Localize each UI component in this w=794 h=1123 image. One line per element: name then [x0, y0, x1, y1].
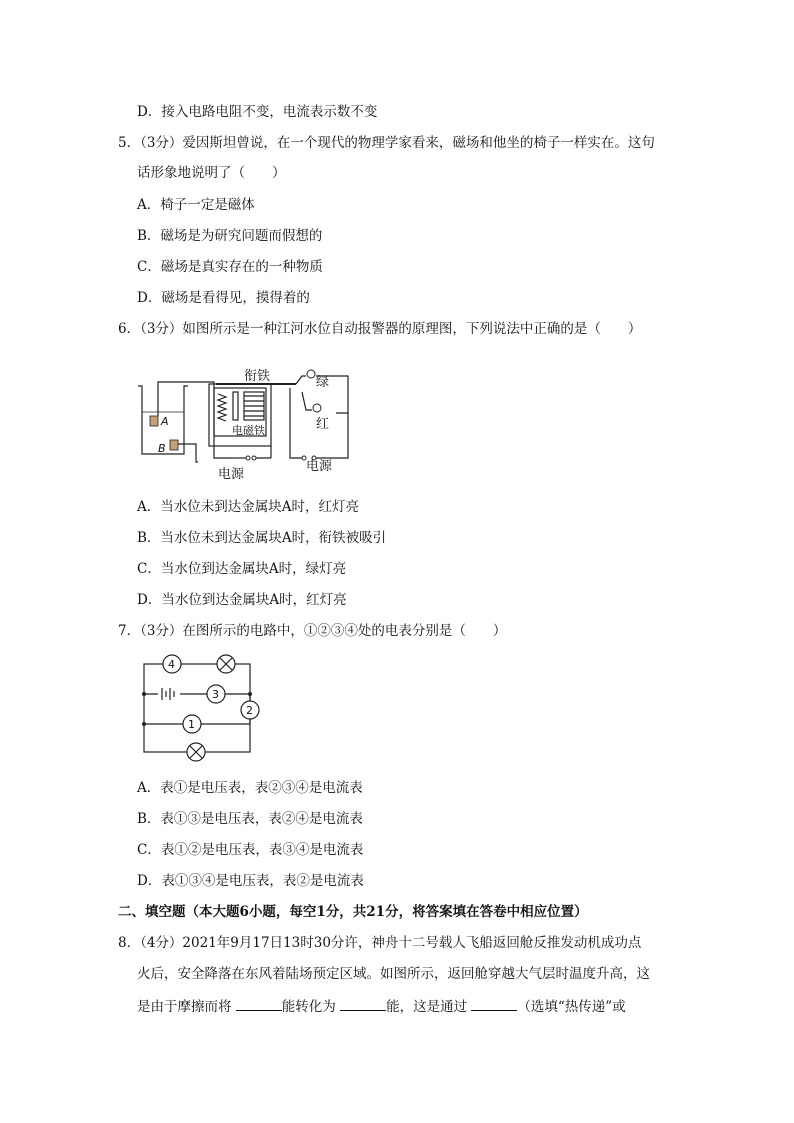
q8-blank-2[interactable] [340, 996, 386, 1011]
q7-option-d: D．表①③④是电压表，表②是电流表 [137, 873, 364, 889]
q8-line3 [137, 996, 626, 1016]
battery-icon [158, 687, 180, 701]
label-armature: 衔铁 [244, 369, 271, 384]
q8-blank-3[interactable] [471, 996, 517, 1011]
label-green: 绿 [316, 375, 330, 390]
lamp-bottom-icon [187, 743, 205, 761]
q5-option-b: B．磁场是为研究问题而假想的 [137, 228, 323, 244]
q8-line3-part-c: 能，这是通过 [386, 999, 472, 1015]
q6-option-a: A．当水位未到达金属块A时，红灯亮 [137, 499, 359, 515]
label-electromagnet: 电磁铁 [232, 424, 265, 437]
label-power-right: 电源 [306, 459, 333, 474]
q5-stem-line2: 话形象地说明了（ ） [137, 165, 286, 181]
meter-3-label: 3 [212, 688, 219, 701]
meter-1-label: 1 [188, 718, 195, 731]
label-a: A [161, 415, 169, 428]
q8-line2: 火后，安全降落在东风着陆场预定区域。如图所示，返回舱穿越大气层时温度升高，这 [137, 966, 650, 982]
q5-stem-line1: 5．（3分）爱因斯坦曾说，在一个现代的物理学家看来，磁场和他坐的椅子一样实在。这句 [118, 135, 655, 151]
q7-option-c: C．表①②是电压表，表③④是电流表 [137, 842, 364, 858]
meter-4-label: 4 [168, 658, 175, 671]
q7-stem: 7．（3分）在图所示的电路中，①②③④处的电表分别是（ ） [118, 623, 507, 639]
red-lamp-icon [313, 404, 321, 412]
meter-circuit-diagram [140, 652, 270, 762]
q8-line1: 8．（4分）2021年9月17日13时30分许，神舟十二号载人飞船返回舱反推发动机成功点 [118, 935, 642, 951]
label-power-left: 电源 [218, 467, 245, 482]
meter-2-label: 2 [246, 704, 253, 717]
q4-option-d: D．接入电路电阻不变，电流表示数不变 [137, 104, 378, 120]
q5-option-a: A．椅子一定是磁体 [137, 197, 255, 213]
q7-option-a: A．表①是电压表，表②③④是电流表 [137, 780, 363, 796]
q6-option-c: C．当水位到达金属块A时，绿灯亮 [137, 561, 347, 577]
metal-block-a [150, 416, 158, 426]
section-2-heading: 二、填空题（本大题6小题，每空1分，共21分，将答案填在答卷中相应位置） [118, 904, 588, 920]
metal-block-b [170, 440, 178, 450]
q6-option-b: B．当水位未到达金属块A时，衔铁被吸引 [137, 530, 387, 546]
q8-line3-part-a: 是由于摩擦而将 [137, 999, 236, 1015]
q7-option-b: B．表①③是电压表，表②④是电流表 [137, 811, 363, 827]
q6-option-d: D．当水位到达金属块A时，红灯亮 [137, 592, 347, 608]
q8-blank-1[interactable] [236, 996, 282, 1011]
q5-option-c: C．磁场是真实存在的一种物质 [137, 259, 323, 275]
water-level-alarm-diagram [136, 358, 358, 488]
q8-line3-part-b: 能转化为 [281, 999, 341, 1015]
q8-line3-part-d: （选填“热传递”或 [517, 999, 626, 1015]
label-b: B [158, 442, 166, 455]
q5-option-d: D．磁场是看得见，摸得着的 [137, 290, 310, 306]
q6-stem: 6．（3分）如图所示是一种江河水位自动报警器的原理图，下列说法中正确的是（ ） [118, 321, 642, 337]
lamp-top-icon [217, 655, 235, 673]
green-lamp-icon [307, 370, 315, 378]
label-red: 红 [316, 417, 330, 432]
